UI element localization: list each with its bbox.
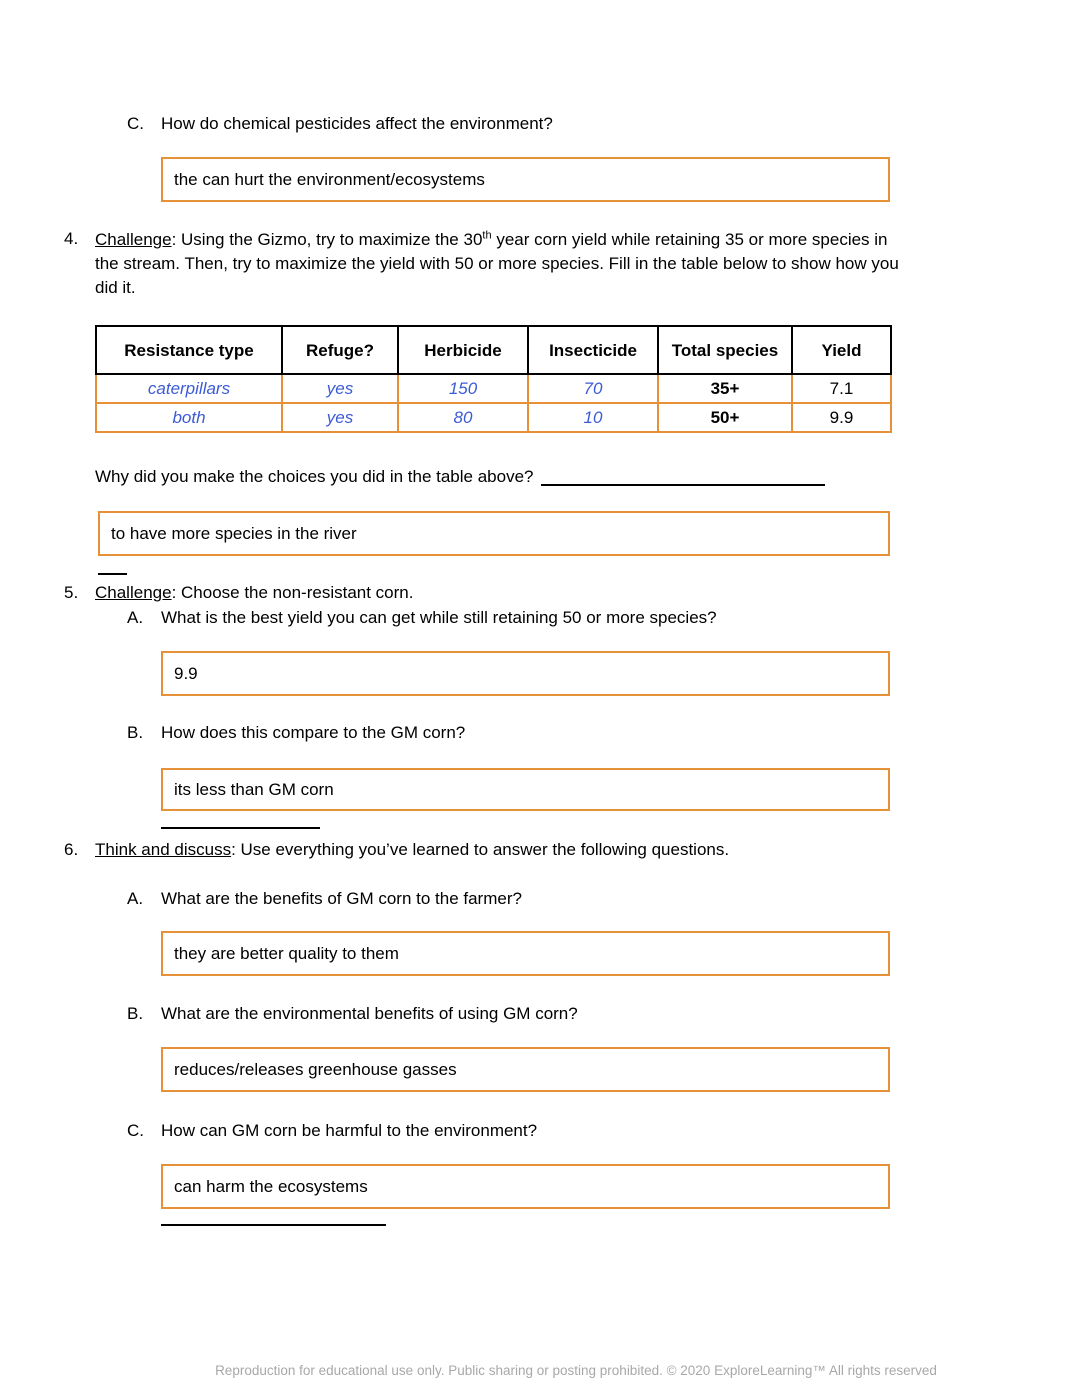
question-5b	[127, 722, 1027, 744]
question-6c-text: How can GM corn be harmful to the environment?	[161, 1121, 538, 1140]
cell-refuge-1[interactable]: yes	[282, 374, 398, 403]
question-4-line1b: year corn yield while retaining 35 or more species in	[491, 230, 888, 249]
question-6-lead: Think and discuss	[95, 840, 232, 859]
question-4	[64, 228, 1020, 300]
question-5b-label: B.	[127, 723, 144, 742]
question-6a	[127, 888, 1027, 910]
answer-box-why[interactable]	[98, 511, 890, 556]
answer-6a-text: they are better quality to them	[174, 943, 399, 963]
results-table-container	[95, 325, 892, 433]
why-question-text: Why did you make the choices you did in the table above?	[95, 467, 534, 486]
underline-segment	[161, 1224, 386, 1226]
question-6c	[127, 1120, 1027, 1142]
answer-3c-text: the can hurt the environment/ecosystems	[174, 169, 485, 189]
answer-box-6c[interactable]	[161, 1164, 890, 1209]
answer-box-6a[interactable]	[161, 931, 890, 976]
question-6-number: 6.	[64, 840, 79, 859]
table-header-total-species: Total species	[658, 326, 792, 374]
question-6a-text: What are the benefits of GM corn to the farmer?	[161, 889, 522, 908]
question-5-lead: Challenge	[95, 583, 172, 602]
table-header-herbicide: Herbicide	[398, 326, 528, 374]
answer-box-6b[interactable]	[161, 1047, 890, 1092]
table-header-yield: Yield	[792, 326, 891, 374]
question-4-lead: Challenge	[95, 230, 172, 249]
cell-yield-1[interactable]: 7.1	[792, 374, 891, 403]
question-3c-text: How do chemical pesticides affect the environment?	[161, 114, 553, 133]
question-3c	[127, 113, 1027, 135]
question-5b-text: How does this compare to the GM corn?	[161, 723, 466, 742]
question-4-number: 4.	[64, 229, 79, 248]
answer-box-5b[interactable]	[161, 768, 890, 811]
question-5-number: 5.	[64, 583, 79, 602]
question-4-superscript: th	[482, 229, 492, 242]
why-question-row	[95, 466, 1015, 488]
cell-total-species-1: 35+	[658, 374, 792, 403]
table-header-row	[96, 326, 891, 374]
cell-resistance-type-1[interactable]: caterpillars	[96, 374, 282, 403]
question-5-text	[95, 582, 413, 604]
question-6b	[127, 1003, 1027, 1025]
question-6b-text: What are the environmental benefits of using GM corn?	[161, 1004, 578, 1023]
question-6	[64, 839, 1020, 861]
table-header-refuge: Refuge?	[282, 326, 398, 374]
table-row	[96, 374, 891, 403]
question-6-rest: : Use everything you’ve learned to answer the following questions.	[231, 840, 730, 859]
underline-segment	[98, 573, 127, 575]
question-5-rest: : Choose the non-resistant corn.	[171, 583, 414, 602]
answer-box-5a[interactable]	[161, 651, 890, 696]
answer-6c-text: can harm the ecosystems	[174, 1176, 368, 1196]
answer-5b-text: its less than GM corn	[174, 779, 334, 799]
copyright-footer: Reproduction for educational use only. Public sharing or posting prohibited. © 2020 ExploreLearning™ All rights reserved	[215, 1363, 937, 1378]
answer-5a-text: 9.9	[174, 663, 198, 683]
cell-yield-2[interactable]: 9.9	[792, 403, 891, 432]
question-5a	[127, 607, 1027, 629]
question-4-line1a: : Using the Gizmo, try to maximize the 30	[171, 230, 483, 249]
answer-box-3c[interactable]	[161, 157, 890, 202]
question-6c-label: C.	[127, 1121, 144, 1140]
cell-resistance-type-2[interactable]: both	[96, 403, 282, 432]
question-4-line3: did it.	[95, 278, 136, 297]
underline-segment	[161, 827, 320, 829]
question-6-text	[95, 839, 729, 861]
answer-6b-text: reduces/releases greenhouse gasses	[174, 1059, 457, 1079]
question-3c-label: C.	[127, 114, 144, 133]
cell-herbicide-2[interactable]: 80	[398, 403, 528, 432]
table-row	[96, 403, 891, 432]
question-5a-text: What is the best yield you can get while still retaining 50 or more species?	[161, 608, 717, 627]
question-5a-label: A.	[127, 608, 144, 627]
why-answer-blank-line	[541, 466, 825, 486]
results-table	[95, 325, 892, 433]
cell-herbicide-1[interactable]: 150	[398, 374, 528, 403]
cell-refuge-2[interactable]: yes	[282, 403, 398, 432]
answer-why-text: to have more species in the river	[111, 523, 357, 543]
question-6b-label: B.	[127, 1004, 144, 1023]
question-4-line2: the stream. Then, try to maximize the yield with 50 or more species. Fill in the table below to show how you	[95, 254, 899, 273]
table-header-resistance-type: Resistance type	[96, 326, 282, 374]
question-4-text	[95, 228, 899, 300]
cell-total-species-2: 50+	[658, 403, 792, 432]
table-header-insecticide: Insecticide	[528, 326, 658, 374]
question-6a-label: A.	[127, 889, 144, 908]
cell-insecticide-1[interactable]: 70	[528, 374, 658, 403]
question-4-line1	[95, 228, 899, 252]
question-5	[64, 582, 1020, 604]
cell-insecticide-2[interactable]: 10	[528, 403, 658, 432]
